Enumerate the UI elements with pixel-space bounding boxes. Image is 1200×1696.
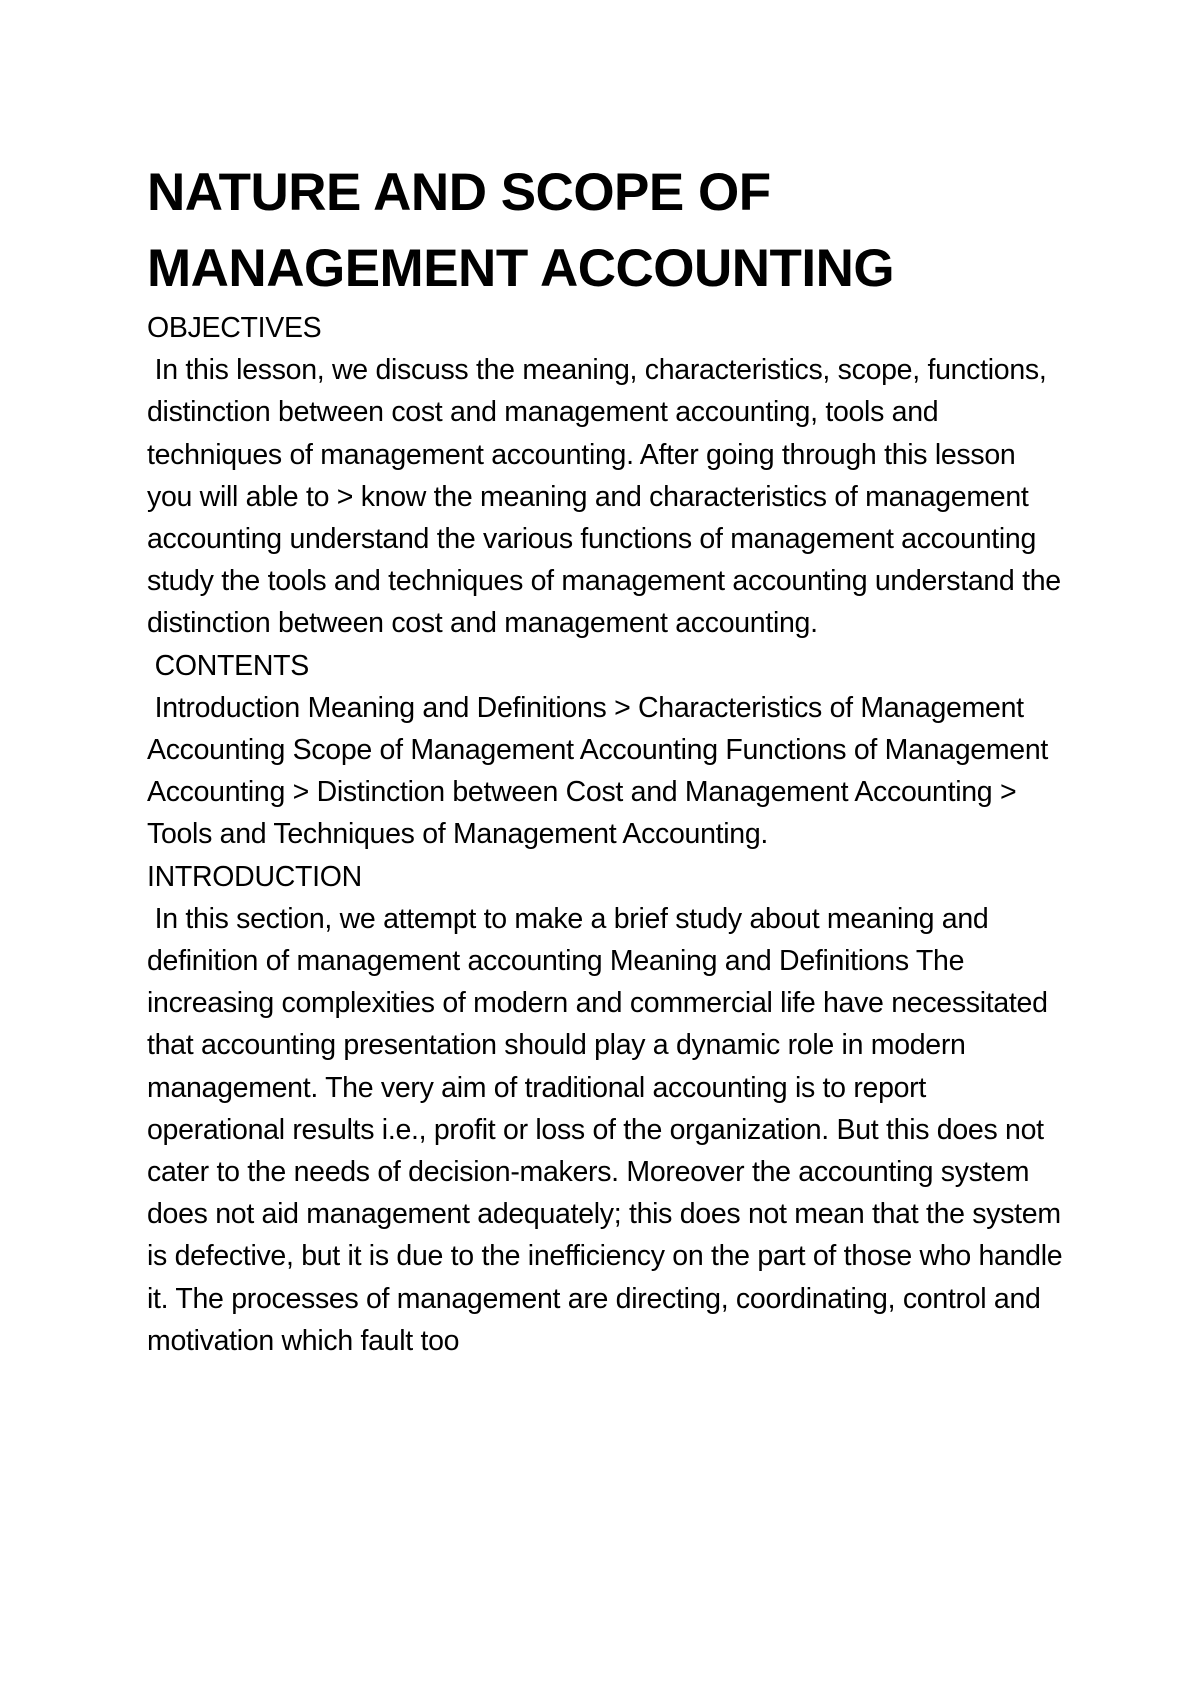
contents-paragraph: Introduction Meaning and Definitions > Characteristics of Management Accounting Scope of Management Accounting Functions of Management Accounting > Distinction between Cost and Management Accounting > Tools and Techniques of Management Accounting. — [147, 691, 1055, 851]
objectives-heading: OBJECTIVES — [147, 312, 322, 344]
document-content — [147, 155, 1070, 1362]
title-line-1: NATURE AND SCOPE OF — [147, 163, 771, 222]
objectives-paragraph: In this lesson, we discuss the meaning, characteristics, scope, functions, distinction between cost and management accounting, tools and techniques of management accounting. After going through this lesson you will able to > know the meaning and characteristics of management accounting understand the various functions of management accounting study the tools and techniques of management accounting understand the distinction between cost and management accounting. — [147, 354, 1069, 640]
title-line-2: MANAGEMENT ACCOUNTING — [147, 239, 895, 298]
document-body — [147, 307, 1070, 1362]
introduction-paragraph: In this section, we attempt to make a brief study about meaning and definition of management accounting Meaning and Definitions The increasing complexities of modern and commercial life have necessitated that accounting presentation should play a dynamic role in modern management. The very aim of traditional accounting is to report operational results i.e., profit or loss of the organization. But this does not cater to the needs of decision-makers. Moreover the accounting system does not aid management adequately; this does not mean that the system is defective, but it is due to the inefficiency on the part of those who handle it. The processes of management are directing, coordinating, control and motivation which fault too — [147, 902, 1070, 1357]
introduction-heading: INTRODUCTION — [147, 860, 362, 893]
document-title — [147, 155, 1067, 307]
contents-heading: CONTENTS — [147, 649, 309, 682]
